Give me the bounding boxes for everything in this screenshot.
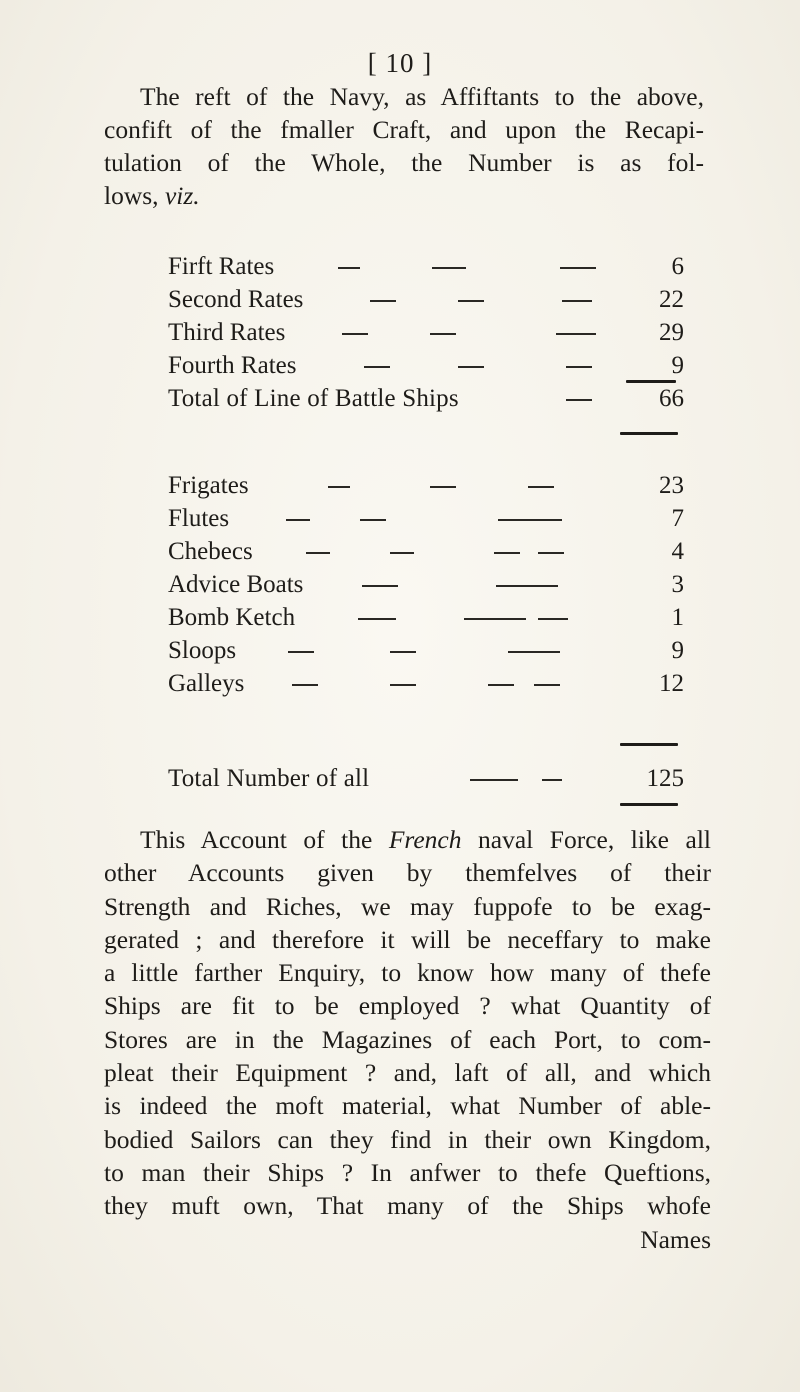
row-value: 1 [671,604,684,631]
total-value: 66 [659,385,684,412]
smaller-craft-table [168,469,684,700]
row-label: Fourth Rates [168,352,297,379]
row-value: 12 [659,670,684,697]
account-line: bodied Sailors can they find in their own Kingdom, [104,1124,711,1154]
intro-line: The reft of the Navy, as Affiftants to the above, [140,82,704,111]
leader-dash [390,684,416,686]
row-value: 6 [671,253,684,280]
row-label: Bomb Ketch [168,604,296,631]
leader-dash [328,486,350,488]
account-text: naval Force, like all [478,825,711,854]
account-text: This Account of the [140,825,373,854]
account-line: other Accounts given by themfelves of their [104,858,711,888]
account-line: they muft own, That many of the Ships whofe [104,1191,711,1221]
row-value: 9 [671,637,684,664]
table-row [168,250,684,283]
account-line [104,823,711,856]
leader-dash [358,618,396,620]
leader-dash [560,267,596,269]
leader-dash [508,651,560,653]
leader-dash [430,486,456,488]
account-line: gerated ; and therefore it will be neceffary to make [104,924,711,954]
intro-line [104,179,704,212]
table-row [168,349,684,382]
total-row [168,762,684,795]
intro-viz: viz. [164,181,200,210]
leader-dash [458,300,484,302]
row-value: 29 [659,319,684,346]
leader-dash [566,399,592,401]
table-row [168,634,684,667]
subtotal-rule [620,432,678,435]
row-value: 3 [671,571,684,598]
row-label: Frigates [168,472,249,499]
line-of-battle-table [168,250,684,382]
page-number: [ 10 ] [367,48,433,78]
account-paragraph [104,823,711,1256]
grand-total [168,762,684,795]
table-row [168,469,684,502]
total-label: Total of Line of Battle Ships [168,385,459,412]
leader-dash [364,366,390,368]
leader-dash [534,684,560,686]
leader-dash [528,486,554,488]
leader-dash [488,684,514,686]
row-label: Galleys [168,670,245,697]
leader-dash [464,618,526,620]
leader-dash [538,552,564,554]
total-value: 125 [646,765,684,792]
account-line: Ships are fit to be employed ? what Quantity of [104,991,711,1021]
line-of-battle-total [168,382,684,415]
leader-dash [390,651,416,653]
account-line: is indeed the moft material, what Number of able- [104,1091,711,1121]
catchword: Names [640,1224,711,1254]
leader-dash [458,366,484,368]
table-row [168,667,684,700]
leader-dash [306,552,330,554]
leader-dash [338,267,360,269]
leader-dash [566,366,592,368]
intro-line: confift of the fmaller Craft, and upon the Recapi- [104,115,704,144]
row-value: 23 [659,472,684,499]
account-line: Strength and Riches, we may fuppofe to be exag- [104,891,711,921]
table-row [168,535,684,568]
leader-dash [288,651,314,653]
leader-dash [360,519,386,521]
emphasis-french: French [388,825,462,854]
row-label: Flutes [168,505,230,532]
intro-line: tulation of the Whole, the Number is as fol- [104,148,704,177]
leader-dash [542,779,562,781]
table-row [168,316,684,349]
row-label: Chebecs [168,538,253,565]
account-line: pleat their Equipment ? and, laft of all, and which [104,1058,711,1088]
leader-dash [494,552,520,554]
leader-dash [470,779,518,781]
leader-dash [556,333,596,335]
row-value: 7 [671,505,684,532]
table-row [168,502,684,535]
intro-lows: lows, [104,181,159,210]
subtotal-rule [620,743,678,746]
row-value: 22 [659,286,684,313]
leader-dash [286,519,310,521]
account-line: to man their Ships ? In anfwer to thefe Queftions, [104,1157,711,1187]
total-label: Total Number of all [168,765,370,792]
row-value: 9 [671,352,684,379]
leader-dash [562,300,592,302]
total-row [168,382,684,415]
account-line: Stores are in the Magazines of each Port, to com- [104,1024,711,1054]
leader-dash [292,684,318,686]
leader-dash [342,333,368,335]
row-label: Sloops [168,637,237,664]
row-label: Firft Rates [168,253,275,280]
leader-dash [430,333,456,335]
account-line: a little farther Enquiry, to know how many of thefe [104,958,711,988]
row-label: Advice Boats [168,571,304,598]
table-row [168,568,684,601]
intro-paragraph [104,80,704,212]
leader-dash [362,585,398,587]
table-row [168,283,684,316]
leader-dash [370,300,396,302]
leader-dash [432,267,466,269]
row-label: Second Rates [168,286,304,313]
row-label: Third Rates [168,319,286,346]
row-value: 4 [671,538,684,565]
leader-dash [538,618,568,620]
leader-dash [390,552,414,554]
leader-dash [498,519,562,521]
table-row [168,601,684,634]
subtotal-rule [620,803,678,806]
leader-dash [496,585,558,587]
